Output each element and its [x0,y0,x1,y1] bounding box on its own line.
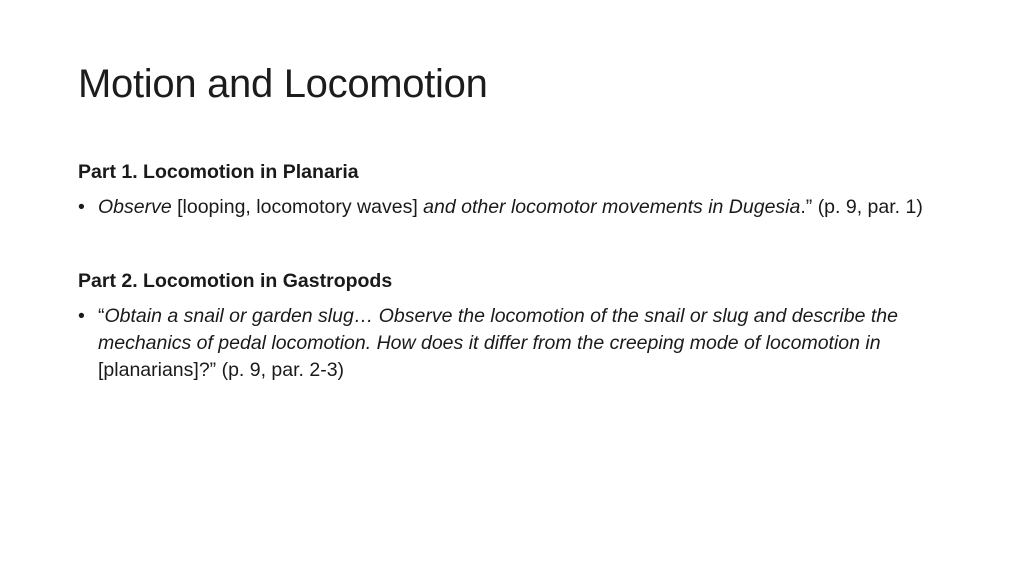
bullet-text-italic: Obtain a snail or garden slug… Observe the locomotion of the snail or slug and describe the mechanics of pedal locomotion. How does it differ from the creeping mode of locomotion in [98,305,898,354]
slide-title: Motion and Locomotion [78,62,488,106]
section-heading-part-1: Part 1. Locomotion in Planaria [78,161,359,183]
bullet-dot: • [78,196,85,218]
bullet-text-italic: Observe [98,196,172,218]
section-spacer [78,221,958,267]
section-heading-part-2: Part 2. Locomotion in Gastropods [78,270,393,292]
bullet-text: .” (p. 9, par. 1) [800,196,923,218]
bullet-text: “ [98,305,105,327]
bullet-item-part-2 [78,303,958,384]
bullet-text: [planarians]?” (p. 9, par. 2-3) [98,359,345,381]
bullet-dot: • [78,305,85,327]
bullet-text: [looping, locomotory waves] [171,196,424,218]
slide-body [78,158,958,384]
bullet-text-italic: and other locomotor movements in Dugesia [423,196,801,218]
bullet-item-part-1 [78,194,958,221]
